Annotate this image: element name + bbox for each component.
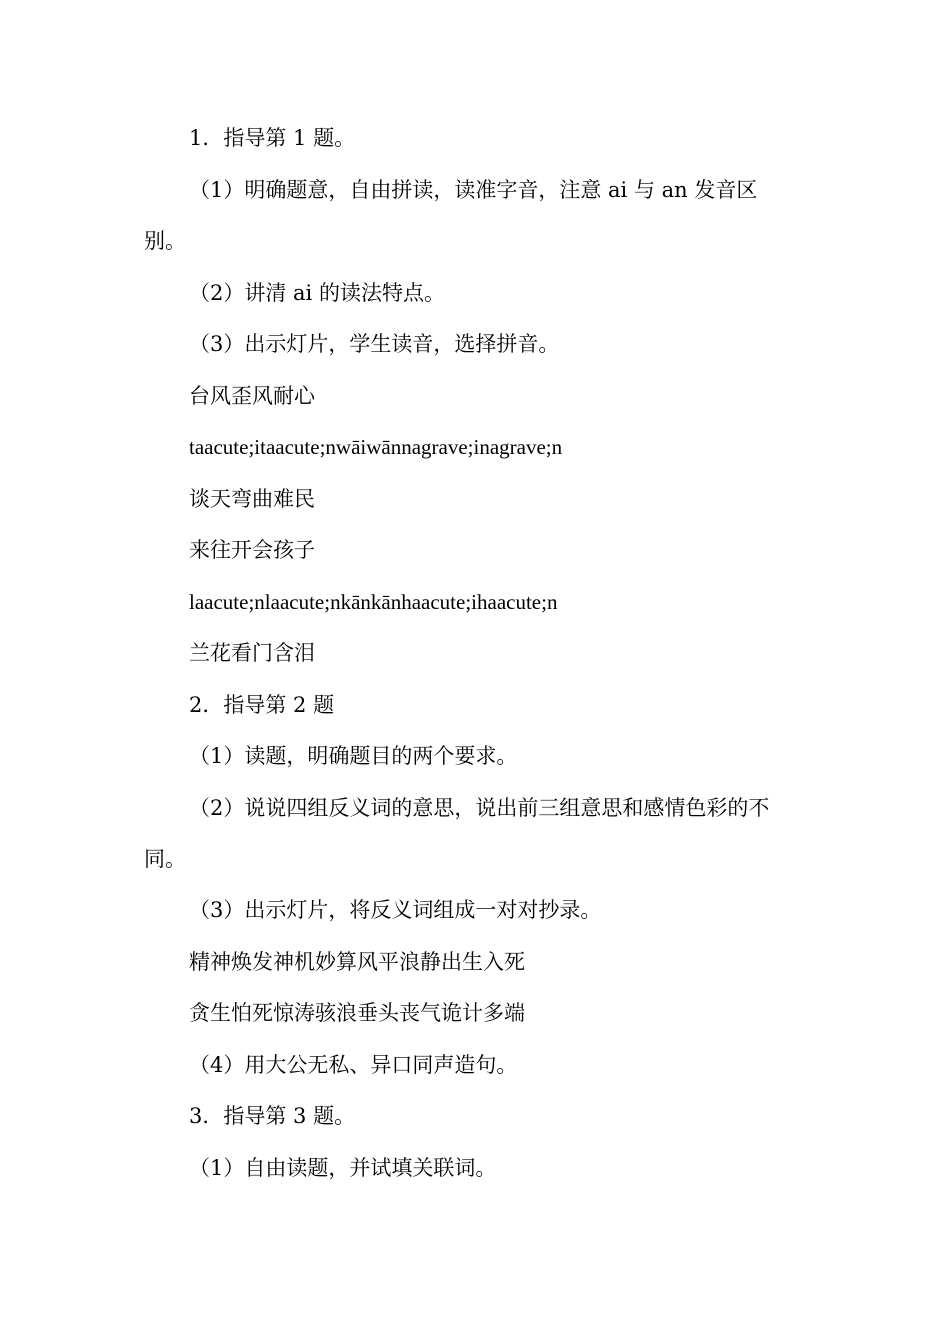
idiom-line: 精神焕发神机妙算风平浪静出生入死 xyxy=(189,950,525,974)
word-group-line: 来往开会孩子 xyxy=(189,538,315,562)
paragraph-line: （3）出示灯片，将反义词组成一对对抄录。 xyxy=(189,898,602,922)
paragraph-line: （1）读题，明确题目的两个要求。 xyxy=(189,744,518,768)
paragraph-line: 同。 xyxy=(144,847,186,871)
paragraph-line: （1）明确题意，自由拼读，读准字音，注意 ai 与 an 发音区 xyxy=(189,178,758,202)
paragraph-line: （2）说说四组反义词的意思，说出前三组意思和感情色彩的不 xyxy=(189,796,770,820)
heading-item-3: 3．指导第 3 题。 xyxy=(189,1104,356,1128)
paragraph-line: （3）出示灯片，学生读音，选择拼音。 xyxy=(189,332,560,356)
word-group-line: 谈天弯曲难民 xyxy=(189,487,315,511)
pinyin-line: laacute;nlaacute;nkānkānhaacute;ihaacute;n xyxy=(189,590,558,614)
heading-item-2: 2．指导第 2 题 xyxy=(189,693,335,717)
word-group-line: 兰花看门含泪 xyxy=(189,641,315,665)
pinyin-line: taacute;itaacute;nwāiwānnagrave;inagrave;n xyxy=(189,435,563,459)
paragraph-line: （4）用大公无私、异口同声造句。 xyxy=(189,1053,518,1077)
idiom-line: 贪生怕死惊涛骇浪垂头丧气诡计多端 xyxy=(189,1001,525,1025)
paragraph-line: （1）自由读题，并试填关联词。 xyxy=(189,1156,497,1180)
paragraph-line: （2）讲清 ai 的读法特点。 xyxy=(189,281,445,305)
word-group-line: 台风歪风耐心 xyxy=(189,384,315,408)
paragraph-line: 别。 xyxy=(144,229,186,253)
heading-item-1: 1．指导第 1 题。 xyxy=(189,126,356,150)
